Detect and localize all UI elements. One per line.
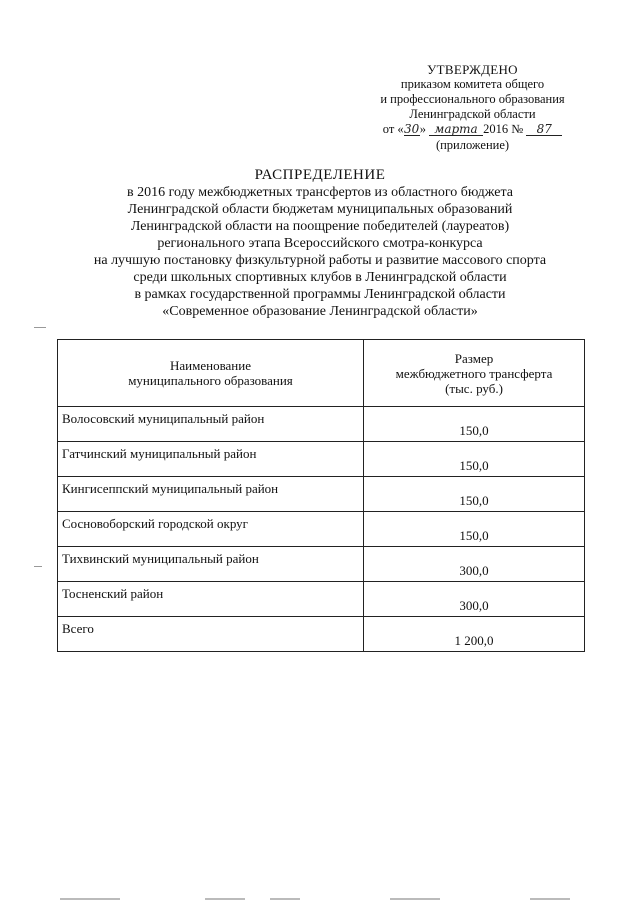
scan-edge-mark <box>530 898 570 900</box>
date-month: марта <box>429 122 483 136</box>
header-name-column <box>58 340 364 407</box>
approval-line: Ленинградской области <box>409 107 536 121</box>
municipality-name: Волосовский муниципальный район <box>58 407 364 442</box>
transfer-amount: 150,0 <box>364 512 585 547</box>
scan-mark <box>34 327 46 328</box>
distribution-table <box>57 339 585 652</box>
approval-line: приказом комитета общего <box>400 77 545 91</box>
title-line: среди школьных спортивных клубов в Ленинградской области <box>133 270 507 285</box>
table-row <box>58 407 585 442</box>
municipality-name: Кингисеппский муниципальный район <box>58 477 364 512</box>
header-text: (тыс. руб.) <box>445 380 503 396</box>
approval-note: (приложение) <box>435 138 510 152</box>
header-amount-column <box>364 340 585 407</box>
table-row <box>58 582 585 617</box>
table-row <box>58 512 585 547</box>
title-line: «Современное образование Ленинградской области» <box>162 304 478 319</box>
table-header-row <box>58 340 585 407</box>
table-row <box>58 547 585 582</box>
table-row <box>58 442 585 477</box>
date-prefix: от « <box>382 122 404 136</box>
date-mid: » <box>419 122 426 136</box>
municipality-name: Сосновоборский городской округ <box>58 512 364 547</box>
approval-block <box>360 62 585 153</box>
transfer-amount: 150,0 <box>364 477 585 512</box>
transfer-amount: 300,0 <box>364 582 585 617</box>
total-label: Всего <box>58 617 364 652</box>
scan-edge-mark <box>60 898 120 900</box>
document-title <box>40 167 600 320</box>
title-line: Ленинградской области на поощрение победителей (лауреатов) <box>130 219 510 234</box>
approval-date-line <box>360 122 585 138</box>
title-line: в рамках государственной программы Ленинградской области <box>134 287 506 302</box>
title-line: регионального этапа Всероссийского смотра-конкурса <box>157 236 483 251</box>
scan-edge-mark <box>390 898 440 900</box>
approval-heading: УТВЕРЖДЕНО <box>427 62 518 77</box>
transfer-amount: 150,0 <box>364 442 585 477</box>
transfer-amount: 300,0 <box>364 547 585 582</box>
total-amount: 1 200,0 <box>364 617 585 652</box>
transfer-amount: 150,0 <box>364 407 585 442</box>
scan-edge-mark <box>270 898 300 900</box>
scan-edge-mark <box>205 898 245 900</box>
date-day: 30 <box>404 122 420 136</box>
title-line: в 2016 году межбюджетных трансфертов из областного бюджета <box>127 185 513 200</box>
header-text: Размер <box>454 350 494 366</box>
municipality-name: Тихвинский муниципальный район <box>58 547 364 582</box>
title-heading: РАСПРЕДЕЛЕНИЕ <box>254 167 386 183</box>
table-row <box>58 477 585 512</box>
approval-line: и профессионального образования <box>380 92 565 106</box>
municipality-name: Тосненский район <box>58 582 364 617</box>
table-total-row <box>58 617 585 652</box>
header-text: муниципального образования <box>128 373 293 388</box>
scan-mark <box>34 566 42 567</box>
date-year: 2016 № <box>483 122 524 136</box>
header-text: межбюджетного трансферта <box>395 365 553 381</box>
header-text: Наименование <box>170 358 251 373</box>
title-line: на лучшую постановку физкультурной работы и развитие массового спорта <box>93 253 547 268</box>
municipality-name: Гатчинский муниципальный район <box>58 442 364 477</box>
title-line: Ленинградской области бюджетам муниципальных образований <box>127 202 513 217</box>
date-number: 87 <box>526 122 562 136</box>
